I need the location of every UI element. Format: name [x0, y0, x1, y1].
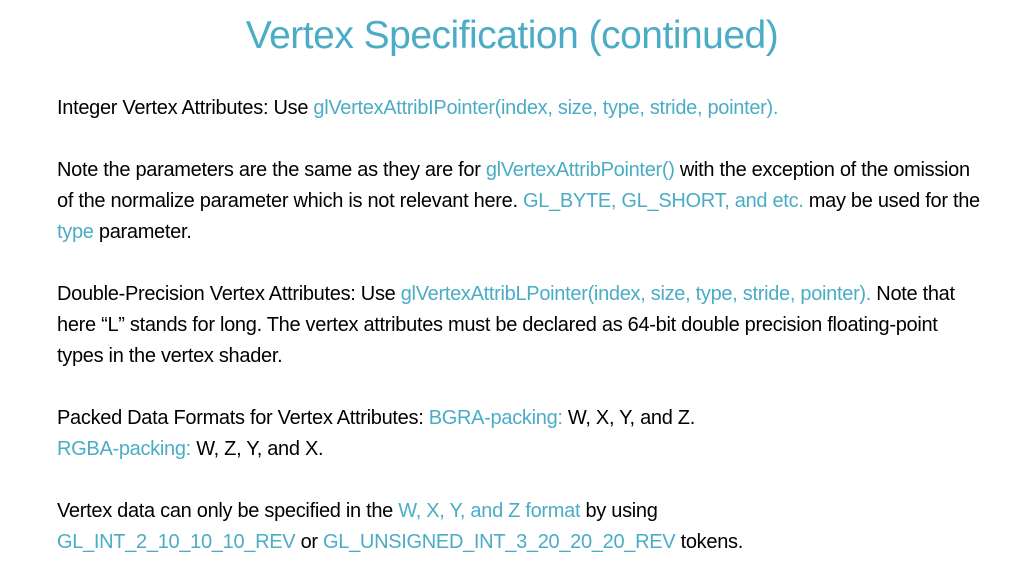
highlighted-text: type — [57, 221, 94, 243]
highlighted-text: GL_BYTE, GL_SHORT, and etc. — [522, 190, 804, 212]
body-text: tokens. — [675, 531, 743, 553]
body-text: Note that here “L” stands for long. The vertex attributes must be declared as 64-bit double precision floating-point types in the vertex shader. — [57, 283, 955, 367]
paragraph-packed-formats — [57, 403, 987, 465]
body-text: with the exception of the omission of the normalize parameter which is not relevant here. — [57, 159, 970, 212]
highlighted-text: GL_INT_2_10_10_10_REV — [57, 531, 296, 553]
body-text: may be used for the — [803, 190, 980, 212]
body-text: Integer Vertex Attributes: Use — [57, 97, 314, 119]
paragraph-vertex-data-format — [57, 496, 987, 558]
body-text: Vertex data can only be specified in the — [57, 500, 399, 522]
paragraph-double-precision — [57, 279, 987, 372]
body-text: parameter. — [93, 221, 192, 243]
highlighted-text: glVertexAttribIPointer(index, size, type, stride, pointer). — [313, 97, 779, 119]
slide-title: Vertex Specification (continued) — [245, 14, 779, 57]
slide-body — [57, 93, 987, 558]
highlighted-text: glVertexAttribLPointer(index, size, type, stride, pointer). — [400, 283, 872, 305]
paragraph-integer-attributes — [57, 93, 987, 124]
body-text: Packed Data Formats for Vertex Attributes: — [57, 407, 429, 429]
body-text: or — [295, 531, 324, 553]
highlighted-text: GL_UNSIGNED_INT_3_20_20_20_REV — [323, 531, 676, 553]
body-text: W, Z, Y, and X. — [190, 438, 324, 460]
highlighted-text: glVertexAttribPointer() — [485, 159, 675, 181]
body-text: W, X, Y, and Z. — [562, 407, 695, 429]
highlighted-text: BGRA-packing: — [428, 407, 563, 429]
highlighted-text: W, X, Y, and Z format — [398, 500, 581, 522]
paragraph-parameters-note — [57, 155, 987, 248]
body-text: Note the parameters are the same as they are for — [57, 159, 486, 181]
highlighted-text: RGBA-packing: — [57, 438, 191, 460]
body-text: Double-Precision Vertex Attributes: Use — [57, 283, 401, 305]
body-text: by using — [580, 500, 658, 522]
